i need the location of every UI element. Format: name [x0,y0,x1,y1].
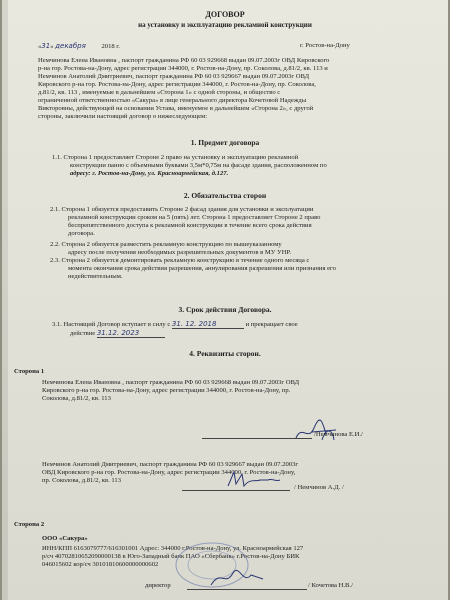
document-subtitle: на установку и эксплуатацию рекламной конструкции [138,21,312,29]
party1-person1 [42,379,432,403]
section3-body [52,320,432,338]
signature-kochetova [207,565,267,590]
party2-org: ООО «Сакура» [42,535,88,542]
section1-line: конструкции панно с объемными буквами 3,5м*0,75м на фасаде здания, расположенном по [70,162,327,169]
section2-body [50,206,435,281]
party2-details-line: ИНН/КПП 6163079777/616301001 Адрес: 344000 г.Ростов-на-Дону, ул. Красноармейская 127 [42,545,304,552]
preamble-line: Викторовны, действующей на основании Устава, именуемое в дальнейшем «Сторона 2», с другой [38,105,314,112]
party2-details-line: 046015602 кор/сч 30101810600000000602 [42,561,159,568]
section1-body [52,154,432,178]
party2-details-line: р/сч 40702810652090000138 в Юго-Западный банк ПАО «Сбербанк» г.Ростов-на-Дону БИК [42,553,300,560]
section3-prefix: 3.1. Настоящий Договор вступает в силу с [52,321,171,328]
party1-person2-line: Немчинов Анатолий Дмитриевич, паспорт гражданина РФ 60 03 929667 выдан 09.07.2003г [42,461,299,468]
handwritten-day: 31 [41,42,51,50]
party1-label: Сторона 1 [14,368,45,375]
party1-person1-line: Немчинова Елена Ивановна , паспорт гражданина РФ 60 03 929668 выдан 09.07.2003г ОВД [42,379,300,386]
party2-label: Сторона 2 [14,521,45,528]
section2-line: рекламной конструкции сроком на 5 (пять) лет. Сторона 1 предоставляет Стороне 2 право [68,214,321,221]
handwritten-end-date: 31.12. 2023 [97,329,165,338]
sign1-caption: /Немчинова Е.И./ [314,431,363,438]
section2-heading: 2. Обязательства сторон [183,191,267,200]
handwritten-start-date: 31. 12. 2018 [172,320,244,329]
year-text: 2018 г. [101,43,120,50]
handwritten-month: декабря [55,42,86,50]
section1-heading: 1. Предмет договора [190,138,260,147]
section2-line: момента окончания срока действия разрешения, аннулирования разрешения или признания его [68,265,336,272]
section1-line: адресу: г. Ростов-на-Дону, ул. Красноармейская, д.127. [70,170,229,177]
party1-person1-line: Соколова, д.81/2, кв. 113 [42,395,111,402]
document-title: ДОГОВОР [205,10,245,19]
preamble-line: ограниченной ответственностью «Сакура» в лице генерального директора Кочетовой Надежды [38,97,307,104]
section3-heading: 3. Срок действия Договора. [178,305,272,314]
party1-person2-line: пр. Соколова, д.81/2, кв. 113 [42,477,122,484]
preamble-line: Немчинова Елена Ивановна , паспорт гражданина РФ 60 03 929668 выдан 09.07.2003г ОВД Кировского [38,57,330,64]
section2-line: 2.1. Сторона 1 обязуется предоставить Стороне 2 фасад здания для установки и эксплуатации [50,206,314,213]
section2-line: недействительным. [68,273,123,280]
preamble-line: д.81/2, кв. 113 , именуемые в дальнейшем «Сторона 1» с одной стороны, и общество с [38,89,281,96]
section2-line: договора. [68,230,95,237]
party1-person2-line: ОВД Кировского р-на гор. Ростова-на-Дону, адрес регистрации 344000, г. Ростов-на-Дону, [42,469,296,476]
section3-prefix2: действие [70,330,96,337]
section2-line: адресу после получения необходимых разрешительных документов в МУ УНР. [68,249,291,256]
section1-line: 1.1. Сторона 1 предоставляет Стороне 2 право на установку и эксплуатацию рекламной [52,154,299,161]
signature-line-2 [182,490,290,491]
section2-line: 2.3. Сторона 2 обязуется демонтировать рекламную конструкцию в течение одного месяца с [50,257,310,264]
section4-heading: 4. Реквизиты сторон. [189,349,261,358]
preamble [38,57,423,121]
date-row: «31» декабря 2018 г. [38,42,120,50]
preamble-line: стороны, заключили настоящий договор о нижеследующем: [38,113,208,120]
page-shadow [2,0,8,600]
preamble-line: Немчинов Анатолий Дмитриевич, паспорт гражданина РФ 60 03 929667 выдан 09.07.2003г ОВД [38,73,310,80]
signature-nemchinov [224,468,284,490]
section2-line: 2.2. Сторона 2 обязуется разместить рекламную конструкцию по вышеуказанному [50,241,282,248]
signature-line-1 [202,438,312,439]
contract-page [2,0,448,600]
section3-suffix: и прекращает свое [245,321,298,328]
section2-line: беспрепятственного доступа к рекламной конструкции в течение всего срока действия [68,222,312,229]
sign2-caption: / Немчинов А.Д. / [294,484,344,491]
preamble-line: Кировского р-на гор. Ростова-на-Дону, адрес регистрации 344000, г. Ростов-на-Дону, пр. Соколова, [38,81,316,88]
city-text: г. Ростов-на-Дону [300,42,350,49]
preamble-line: р-на гор. Ростова-на-Дону, адрес регистрации 344000, г. Ростов-на-Дону, пр. Соколова, д.81/2, кв. 113 и [38,65,328,72]
director-label: директор [145,582,171,589]
party1-person1-line: Кировского р-на гор. Ростова-на-Дону, адрес регистрации 344000, г. Ростов-на-Дону, пр. [42,387,291,394]
sign3-caption: / Кочетова Н.В./ [308,582,353,589]
signature-line-3 [187,589,307,590]
